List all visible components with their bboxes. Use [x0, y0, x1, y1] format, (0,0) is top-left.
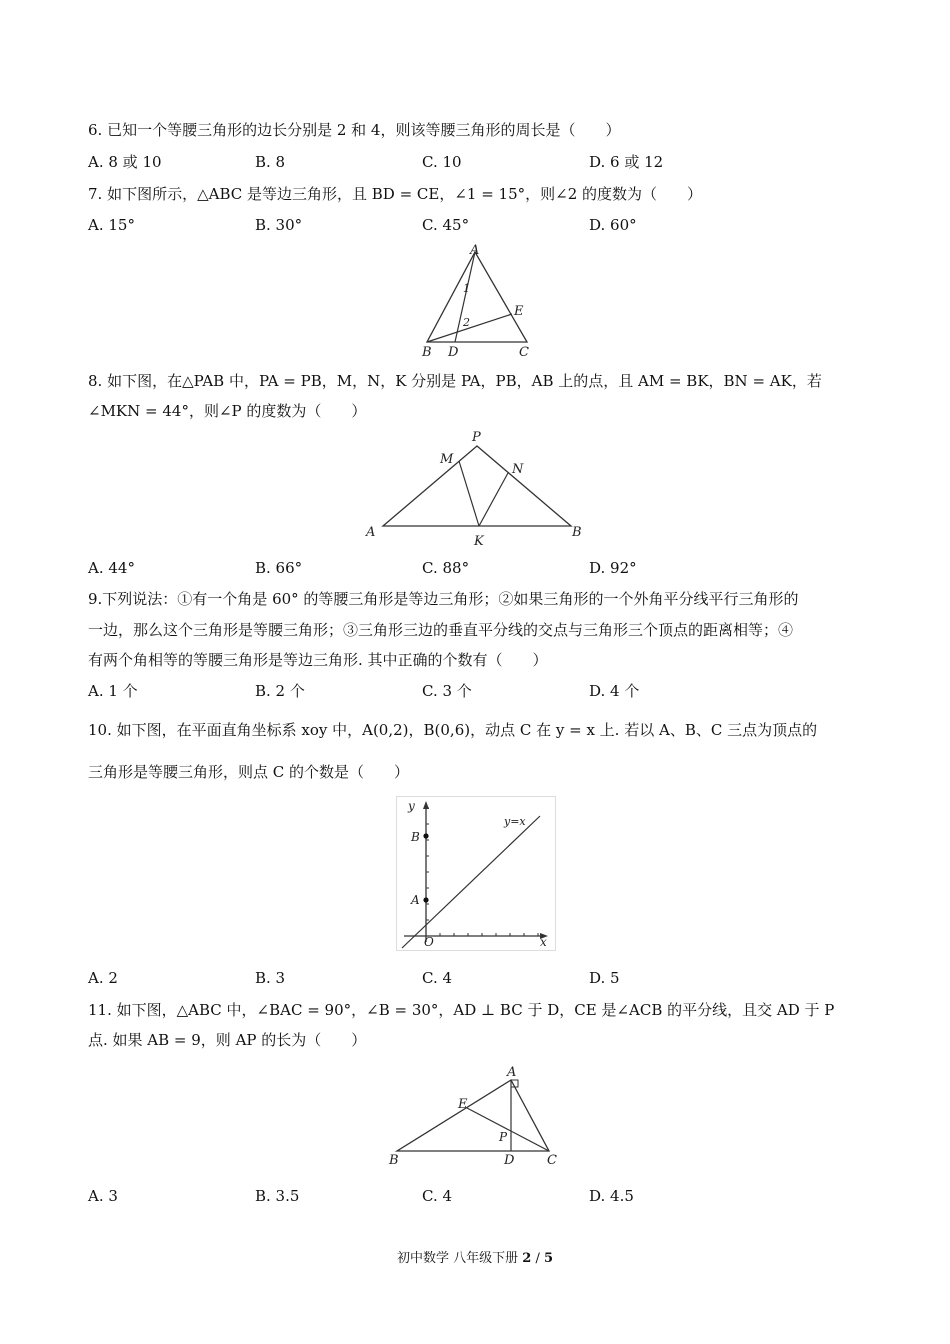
q9-option-d[interactable]: D. 4 个 — [589, 682, 640, 700]
q8-triangle-figure — [360, 428, 595, 550]
q7-option-d[interactable]: D. 60° — [589, 216, 637, 234]
footer-page-total: 5 — [543, 1251, 554, 1266]
point-b — [423, 833, 428, 838]
question-10-line-2: 三角形是等腰三角形，则点 C 的个数是（ ） — [88, 763, 410, 781]
question-9-options — [88, 681, 808, 701]
label-c: C — [519, 345, 529, 360]
q11-option-d[interactable]: D. 4.5 — [589, 1187, 634, 1205]
q8-option-b[interactable]: B. 66° — [255, 559, 303, 577]
q6-option-d[interactable]: D. 6 或 12 — [589, 153, 664, 171]
label-a: A — [411, 893, 420, 907]
label-m: M — [440, 452, 454, 467]
footer-separator: / — [535, 1251, 540, 1266]
label-e: E — [514, 304, 524, 319]
q10-coordinate-figure — [396, 796, 556, 951]
label-a: A — [366, 525, 376, 540]
label-y: y — [408, 799, 415, 813]
label-o: O — [424, 935, 434, 949]
label-a: A — [470, 243, 480, 258]
label-d: D — [504, 1153, 515, 1168]
q10-option-a[interactable]: A. 2 — [88, 969, 118, 987]
q11-option-b[interactable]: B. 3.5 — [255, 1187, 300, 1205]
question-11-line-1: 11. 如下图，△ABC 中，∠BAC = 90°，∠B = 30°，AD ⊥ BC 于 D，CE 是∠ACB 的平分线，且交 AD 于 P — [88, 1001, 835, 1019]
q8-option-a[interactable]: A. 44° — [88, 559, 135, 577]
q10-option-d[interactable]: D. 5 — [589, 969, 620, 987]
line-y-equals-x — [402, 816, 540, 948]
question-6-options — [88, 152, 808, 172]
label-b: B — [389, 1153, 399, 1168]
label-k: K — [474, 534, 484, 549]
label-angle-2: 2 — [463, 316, 470, 329]
question-6-line-1: 6. 已知一个等腰三角形的边长分别是 2 和 4，则该等腰三角形的周长是（ ） — [88, 121, 621, 139]
q7-option-c[interactable]: C. 45° — [422, 216, 470, 234]
question-9-line-3: 有两个角相等的等腰三角形是等边三角形. 其中正确的个数有（ ） — [88, 651, 548, 669]
question-9-line-2: 一边，那么这个三角形是等腰三角形；③三角形三边的垂直平分线的交点与三角形三个顶点的距离相等；④ — [88, 621, 794, 639]
label-line-eq: y=x — [504, 815, 526, 828]
q10-option-b[interactable]: B. 3 — [255, 969, 286, 987]
footer-title: 初中数学 八年级下册 — [396, 1251, 519, 1266]
q8-option-c[interactable]: C. 88° — [422, 559, 470, 577]
q6-option-a[interactable]: A. 8 或 10 — [88, 153, 162, 171]
q10-option-c[interactable]: C. 4 — [422, 969, 453, 987]
q11-option-c[interactable]: C. 4 — [422, 1187, 453, 1205]
label-c: C — [547, 1153, 557, 1168]
q9-option-b[interactable]: B. 2 个 — [255, 682, 305, 700]
label-b: B — [411, 830, 420, 844]
label-x: x — [540, 935, 547, 949]
label-p: P — [499, 1130, 508, 1144]
page-footer — [0, 1247, 950, 1266]
label-e: E — [458, 1097, 468, 1112]
label-n: N — [512, 462, 524, 477]
q9-option-a[interactable]: A. 1 个 — [88, 682, 138, 700]
segment-ce — [467, 1108, 549, 1151]
label-p: P — [472, 430, 481, 445]
question-7-line-1: 7. 如下图所示，△ABC 是等边三角形，且 BD = CE，∠1 = 15°，则∠2 的度数为（ ） — [88, 185, 703, 203]
q9-option-c[interactable]: C. 3 个 — [422, 682, 472, 700]
label-b: B — [422, 345, 432, 360]
segment-kn — [479, 473, 508, 526]
question-9-line-1: 9.下列说法：①有一个角是 60° 的等腰三角形是等边三角形；②如果三角形的一个外角平分线平行三角形的 — [88, 590, 799, 608]
question-8-options — [88, 558, 808, 578]
triangle-pab — [383, 446, 571, 526]
q8-option-d[interactable]: D. 92° — [589, 559, 637, 577]
label-angle-1: 1 — [463, 282, 470, 295]
q11-triangle-figure — [385, 1062, 565, 1172]
question-11-options — [88, 1186, 808, 1206]
label-a: A — [507, 1065, 517, 1080]
label-b: B — [572, 525, 582, 540]
figure-frame — [397, 797, 556, 951]
label-d: D — [448, 345, 459, 360]
q6-option-b[interactable]: B. 8 — [255, 153, 286, 171]
q7-option-a[interactable]: A. 15° — [88, 216, 135, 234]
point-a — [423, 897, 428, 902]
question-8-line-2: ∠MKN = 44°，则∠P 的度数为（ ） — [88, 402, 367, 420]
q7-option-b[interactable]: B. 30° — [255, 216, 303, 234]
footer-page-number: 2 — [522, 1251, 532, 1266]
triangle-abc — [427, 252, 527, 342]
q7-triangle-figure — [415, 242, 540, 362]
question-8-line-1: 8. 如下图，在△PAB 中，PA = PB，M，N，K 分别是 PA，PB，AB 上的点，且 AM = BK，BN = AK，若 — [88, 372, 822, 390]
segment-mk — [459, 461, 479, 526]
triangle-abc — [397, 1080, 549, 1151]
question-10-line-1: 10. 如下图，在平面直角坐标系 xoy 中，A(0,2)，B(0,6)，动点 C 在 y = x 上. 若以 A、B、C 三点为顶点的 — [88, 721, 818, 739]
q6-option-c[interactable]: C. 10 — [422, 153, 462, 171]
q11-option-a[interactable]: A. 3 — [88, 1187, 118, 1205]
question-7-options — [88, 215, 808, 235]
question-10-options — [88, 968, 808, 988]
question-11-line-2: 点. 如果 AB = 9，则 AP 的长为（ ） — [88, 1031, 367, 1049]
